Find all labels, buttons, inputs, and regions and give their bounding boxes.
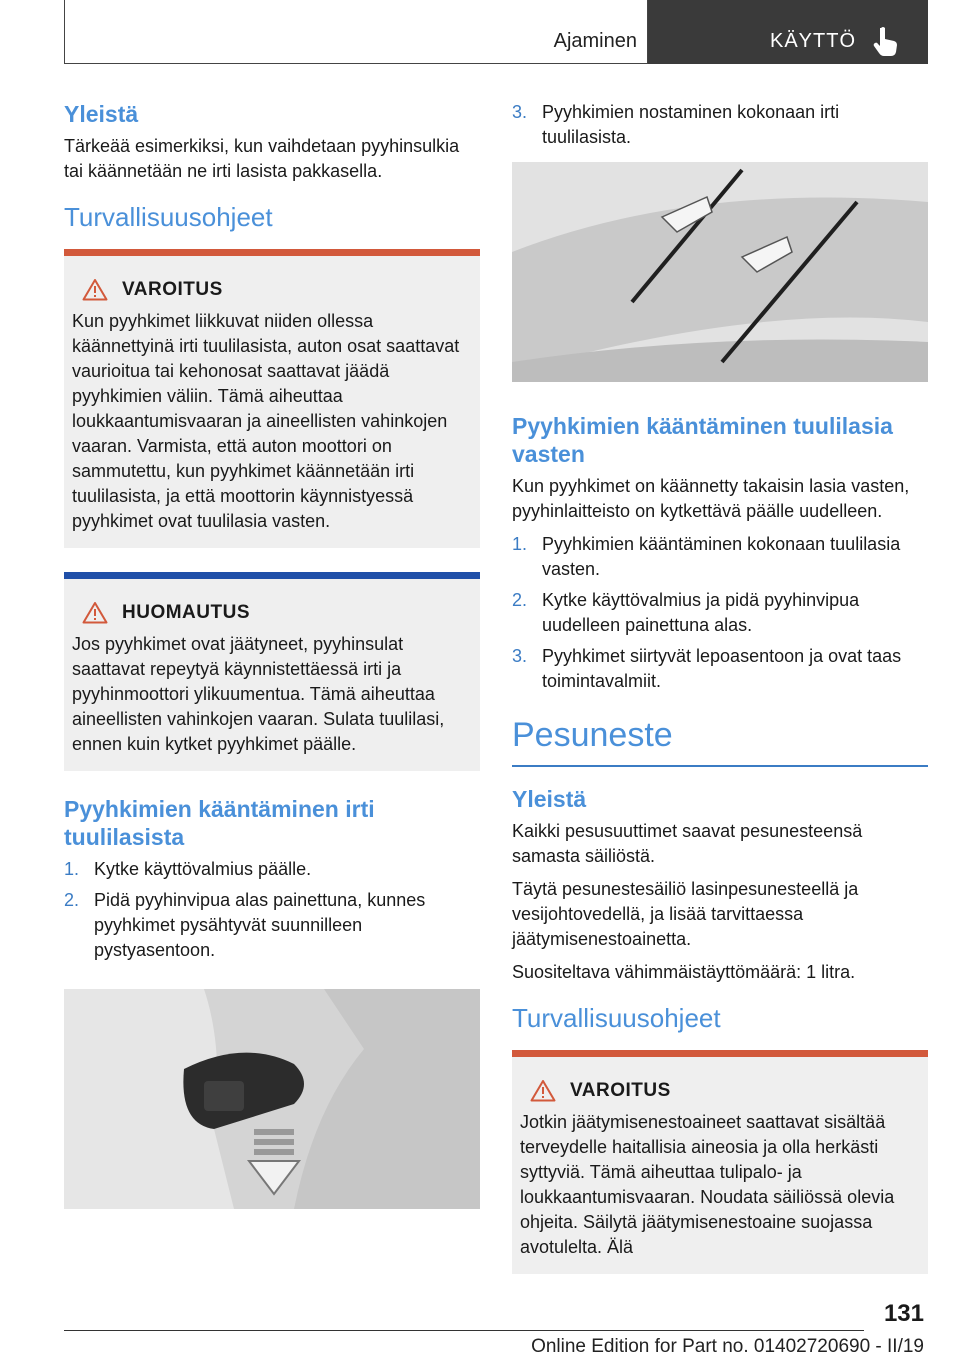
raise-steps [512,100,928,150]
washer-warning-box [512,1050,928,1274]
list-item [512,588,928,638]
list-item [512,100,928,150]
washer-safety-heading: Turvallisuusohjeet [512,1003,721,1033]
step-number: 3. [512,646,528,666]
header-chapter-label: KÄYTTÖ [770,30,857,52]
notice-box [64,572,480,771]
header-section-box [64,0,648,64]
left-column [64,100,480,1209]
safety-heading: Turvallisuusohjeet [64,202,273,232]
header-chapter-tab [648,0,928,64]
step-text: Pyyhkimien kääntäminen kokonaan tuulilasia vasten. [542,534,901,579]
page-number: 131 [883,1300,924,1327]
notice-text: Jos pyyhkimet ovat jäätyneet, pyyhinsulat saattavat repeytyä käynnistettäessä irti ja pyyhinmoottori ylikuumentua. Tämä aiheuttaa aineellisten vahinkojen vaaran. Sulata tuulilasi, ennen kuin kytket pyyhkimet päälle. [72,634,445,754]
general-heading: Yleistä [64,101,139,127]
back-heading: Pyyhkimien kääntäminen tuulilasia vasten [512,413,893,467]
step-number: 2. [512,590,528,610]
warning-triangle-icon [82,278,108,301]
footer-edition: Online Edition for Part no. 01402720690 - II/19 [531,1336,924,1357]
warning-title [82,278,472,301]
washer-title: Pesuneste [512,716,928,767]
step-text: Kytke käyttövalmius ja pidä pyyhinvipua uudelleen painettuna alas. [542,590,860,635]
notice-title-label: HUOMAUTUS [122,601,250,623]
right-column [512,100,928,1298]
step-number: 2. [64,890,80,910]
step-text: Pyyhkimien nostaminen kokonaan irti tuulilasista. [542,102,840,147]
washer-warning-text: Jotkin jäätymisenestoaineet saattavat sisältää terveydelle haitallisia aineosia ja olla herkästi syttyviä. Tämä aiheuttaa tulipalo- ja loukkaantumisvaaran. Noudata säiliössä olevia ohjeita. Säilytä jäätymisenestoaine suojassa avotulelta. Älä [520,1112,895,1257]
windshield-wipers-illustration [512,162,928,382]
warning-title-label: VAROITUS [122,278,223,300]
washer-general-heading: Yleistä [512,786,587,812]
step-number: 3. [512,102,528,122]
fold-steps [64,857,480,963]
washer-paragraph: Täytä pesunestesäiliö lasinpesunesteellä ja vesijohtovedellä, ja lisää tarvittaessa jäätymisenestoainetta. [512,879,859,949]
notice-title [82,601,472,624]
footer-rule [64,1330,864,1331]
step-number: 1. [512,534,528,554]
list-item [512,532,928,582]
step-text: Pidä pyyhinvipua alas painettuna, kunnes pyyhkimet pysähtyvät suunnilleen pystyasentoon. [94,890,426,960]
page-header [64,0,928,64]
warning-triangle-icon [530,1079,556,1102]
washer-warning-title-label: VAROITUS [570,1079,671,1101]
washer-paragraph: Suositeltava vähimmäistäyttömäärä: 1 litra. [512,962,856,982]
washer-paragraph: Kaikki pesusuuttimet saavat pesunesteensä samasta säiliöstä. [512,821,863,866]
step-text: Kytke käyttövalmius päälle. [94,859,312,879]
wiper-lever-illustration [64,989,480,1209]
notice-triangle-icon [82,601,108,624]
step-number: 1. [64,859,80,879]
fold-heading: Pyyhkimien kääntäminen irti tuulilasista [64,796,375,850]
header-section-label: Ajaminen [553,30,637,52]
back-text: Kun pyyhkimet on käännetty takaisin lasia vasten, pyyhinlaitteisto on kytkettävä päälle uudelleen. [512,476,910,521]
list-item [64,857,480,882]
washer-warning-title [530,1079,920,1102]
back-steps [512,532,928,694]
step-text: Pyyhkimet siirtyvät lepoasentoon ja ovat taas toimintavalmiit. [542,646,902,691]
hand-pointer-icon [873,26,899,56]
list-item [512,644,928,694]
warning-box [64,249,480,548]
list-item [64,888,480,963]
general-text: Tärkeää esimerkiksi, kun vaihdetaan pyyhinsulkia tai käännetään ne irti lasista pakkasella. [64,136,460,181]
warning-text: Kun pyyhkimet liikkuvat niiden ollessa käännettyinä irti tuulilasista, auton osat saattavat vaurioitua tai kehonosat saattavat jäädä pyyhkimien väliin. Tämä aiheuttaa loukkaantumisvaaran ja aineellisten vahinkojen vaaran. Varmista, että auton moottori on sammutettu, kun pyyhkimet käännetään irti tuulilasista, ja että moottorin käynnistyessä pyyhkimet ovat tuulilasia vasten. [72,311,460,531]
